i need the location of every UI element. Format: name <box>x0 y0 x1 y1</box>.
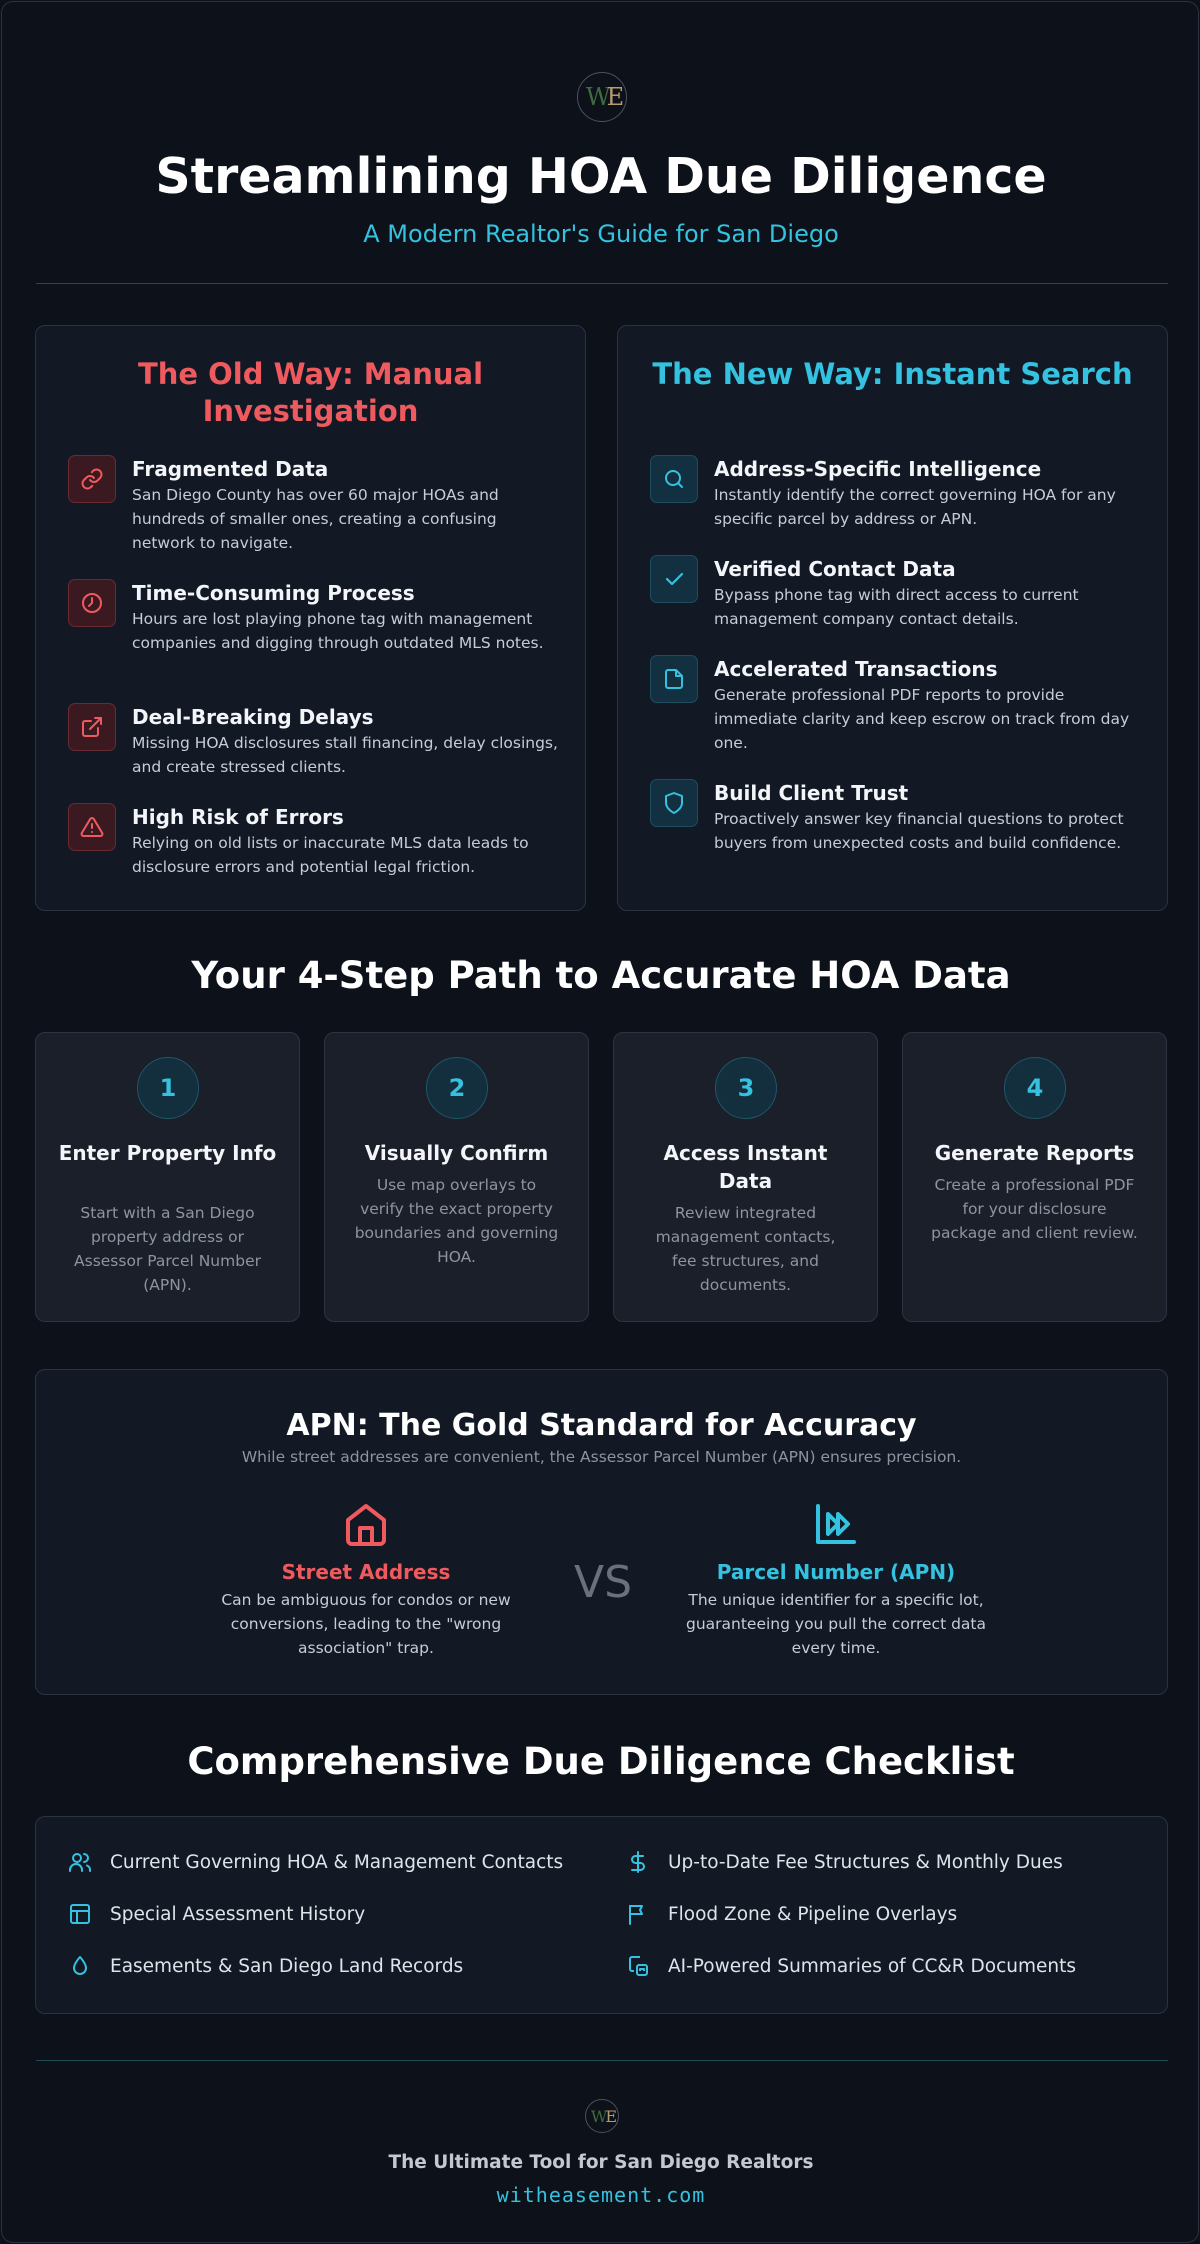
street-address-column <box>206 1500 526 1660</box>
step-card <box>35 1032 300 1322</box>
checklist-label: Easements & San Diego Land Records <box>110 1955 464 1977</box>
new-way-panel <box>617 325 1168 911</box>
footer-tagline: The Ultimate Tool for San Diego Realtors <box>388 2152 814 2173</box>
item-description: Instantly identify the correct governing HOA for any specific parcel by address or APN. <box>714 486 1116 528</box>
step-number: 2 <box>426 1057 488 1119</box>
ai-document-icon <box>626 1954 650 1978</box>
item-title: Time-Consuming Process <box>132 581 415 605</box>
step-number: 1 <box>137 1057 199 1119</box>
checklist-label: Up-to-Date Fee Structures & Monthly Dues <box>668 1851 1063 1873</box>
item-description: Hours are lost playing phone tag with management companies and digging through outdated MLS notes. <box>132 610 544 652</box>
step-title: Access Instant Data <box>663 1141 828 1193</box>
clock-icon <box>68 579 116 627</box>
step-title: Visually Confirm <box>364 1141 549 1165</box>
item-title: Deal-Breaking Delays <box>132 705 374 729</box>
checklist-label: AI-Powered Summaries of CC&R Documents <box>668 1955 1077 1977</box>
document-icon <box>650 655 698 703</box>
warning-icon <box>68 803 116 851</box>
item-title: Verified Contact Data <box>714 557 956 581</box>
checklist-item <box>626 1850 1063 1874</box>
parcel-number-description: The unique identifier for a specific lot, guaranteeing you pull the correct data every time. <box>686 1591 986 1657</box>
droplet-icon <box>68 1954 92 1978</box>
item-description: Missing HOA disclosures stall financing, delay closings, and create stressed clients. <box>132 734 558 776</box>
brand-logo: W E <box>577 72 627 122</box>
item-description: Relying on old lists or inaccurate MLS data leads to disclosure errors and potential legal friction. <box>132 834 529 876</box>
parcel-number-label: Parcel Number (APN) <box>716 1560 956 1584</box>
footer-logo: W E <box>585 2099 619 2133</box>
checklist-item <box>68 1954 463 1978</box>
step-description: Use map overlays to verify the exact property boundaries and governing HOA. <box>354 1176 559 1266</box>
checklist-item <box>68 1902 365 1926</box>
parcel-icon <box>676 1500 996 1552</box>
apn-subtitle: While street addresses are convenient, the Assessor Parcel Number (APN) ensures precision. <box>241 1448 962 1466</box>
old-way-panel <box>35 325 586 911</box>
step-description: Start with a San Diego property address or Assessor Parcel Number (APN). <box>74 1204 261 1294</box>
page-subtitle: A Modern Realtor's Guide for San Diego <box>363 220 839 248</box>
item-title: Accelerated Transactions <box>714 657 998 681</box>
link-icon <box>68 455 116 503</box>
step-description: Review integrated management contacts, fee structures, and documents. <box>655 1204 836 1294</box>
step-card <box>902 1032 1167 1322</box>
step-card <box>324 1032 589 1322</box>
layout-icon <box>68 1902 92 1926</box>
apn-title: APN: The Gold Standard for Accuracy <box>286 1408 917 1443</box>
steps-heading: Your 4-Step Path to Accurate HOA Data <box>191 954 1011 997</box>
checklist-heading: Comprehensive Due Diligence Checklist <box>187 1740 1015 1783</box>
item-title: High Risk of Errors <box>132 805 344 829</box>
item-description: Bypass phone tag with direct access to current management company contact details. <box>714 586 1079 628</box>
search-icon <box>650 455 698 503</box>
checklist-item <box>68 1850 563 1874</box>
house-icon <box>206 1500 526 1552</box>
step-description: Create a professional PDF for your disclosure package and client review. <box>931 1176 1138 1242</box>
checklist-label: Flood Zone & Pipeline Overlays <box>668 1903 958 1925</box>
checklist-panel <box>35 1816 1168 2014</box>
step-card <box>613 1032 878 1322</box>
divider <box>36 2060 1168 2061</box>
item-title: Address-Specific Intelligence <box>714 457 1042 481</box>
parcel-number-column <box>676 1500 996 1660</box>
item-description: Proactively answer key financial questions to protect buyers from unexpected costs and build confidence. <box>714 810 1124 852</box>
item-description: Generate professional PDF reports to provide immediate clarity and keep escrow on track from day one. <box>714 686 1130 752</box>
external-link-icon <box>68 703 116 751</box>
shield-icon <box>650 779 698 827</box>
old-way-title: The Old Way: Manual Investigation <box>137 357 484 428</box>
item-title: Build Client Trust <box>714 781 909 805</box>
flag-icon <box>626 1902 650 1926</box>
check-icon <box>650 555 698 603</box>
new-way-title: The New Way: Instant Search <box>652 357 1133 391</box>
users-icon <box>68 1850 92 1874</box>
footer-url[interactable]: witheasement.com <box>496 2183 706 2207</box>
street-address-description: Can be ambiguous for condos or new conversions, leading to the "wrong association" trap. <box>221 1591 511 1657</box>
item-description: San Diego County has over 60 major HOAs and hundreds of smaller ones, creating a confusing network to navigate. <box>132 486 499 552</box>
checklist-label: Current Governing HOA & Management Contacts <box>110 1851 564 1873</box>
divider <box>36 283 1168 284</box>
step-number: 4 <box>1004 1057 1066 1119</box>
step-title: Enter Property Info <box>58 1141 277 1165</box>
checklist-label: Special Assessment History <box>110 1903 366 1925</box>
infographic-page <box>1 1 1199 2243</box>
step-title: Generate Reports <box>934 1141 1135 1165</box>
step-number: 3 <box>715 1057 777 1119</box>
dollar-icon <box>626 1850 650 1874</box>
apn-panel <box>35 1369 1168 1695</box>
versus-label: VS <box>574 1557 633 1608</box>
street-address-label: Street Address <box>281 1560 451 1584</box>
checklist-item <box>626 1902 957 1926</box>
page-title: Streamlining HOA Due Diligence <box>155 148 1047 205</box>
checklist-item <box>626 1954 1076 1978</box>
item-title: Fragmented Data <box>132 457 329 481</box>
